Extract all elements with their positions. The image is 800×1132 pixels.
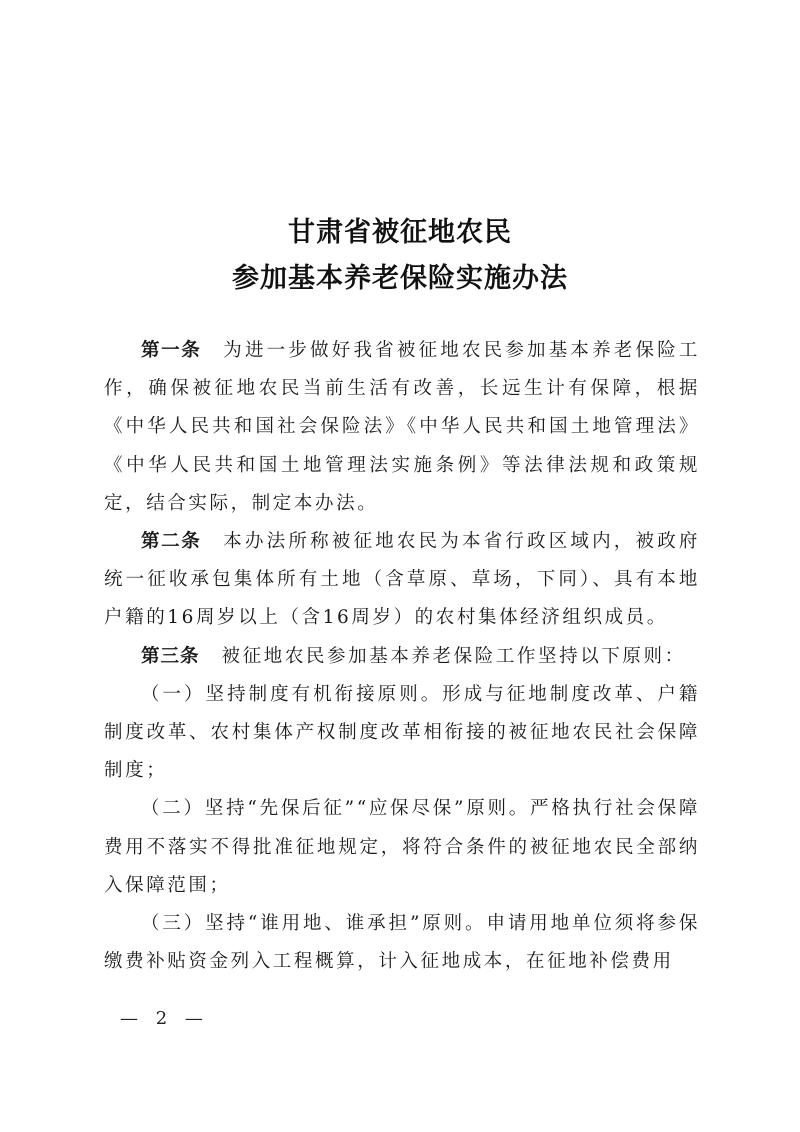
article-2-text: 本办法所称被征地农民为本省行政区域内，被政府统一征收承包集体所有土地（含草原、草场，下同）、具有本地户籍的16周岁以上（含16周岁）的农村集体经济组织成员。 (104, 531, 700, 629)
article-2-paragraph (104, 523, 700, 638)
article-1-paragraph (104, 332, 700, 523)
document-body (104, 332, 700, 981)
article-2-heading: 第二条 (141, 531, 202, 553)
page-number: — 2 — (120, 1008, 209, 1029)
article-1-heading: 第一条 (141, 340, 202, 361)
principle-item-1: （一）坚持制度有机衔接原则。形成与征地制度改革、户籍制度改革、农村集体产权制度改革相衔接的被征地农民社会保障制度； (104, 683, 700, 782)
title-line-1: 甘肃省被征地农民 (288, 217, 512, 248)
document-title (0, 210, 800, 302)
article-3-heading: 第三条 (141, 645, 200, 667)
article-3-text: 被征地农民参加基本养老保险工作坚持以下原则： (221, 645, 686, 667)
title-line-2: 参加基本养老保险实施办法 (232, 263, 568, 294)
article-3-paragraph (104, 638, 700, 676)
article-1-text: 为进一步做好我省被征地农民参加基本养老保险工作，确保被征地农民当前生活有改善，长远生计有保障，根据《中华人民共和国社会保险法》《中华人民共和国土地管理法》《中华人民共和国土地管理法实施条例》等法律法规和政策规定，结合实际，制定本办法。 (104, 340, 700, 514)
principle-item-3: （三）坚持“谁用地、谁承担”原则。申请用地单位须将参保缴费补贴资金列入工程概算，计入征地成本，在征地补偿费用 (104, 913, 700, 973)
principle-item-2: （二）坚持“先保后征”“应保尽保”原则。严格执行社会保障费用不落实不得批准征地规定，将符合条件的被征地农民全部纳入保障范围； (104, 798, 700, 896)
